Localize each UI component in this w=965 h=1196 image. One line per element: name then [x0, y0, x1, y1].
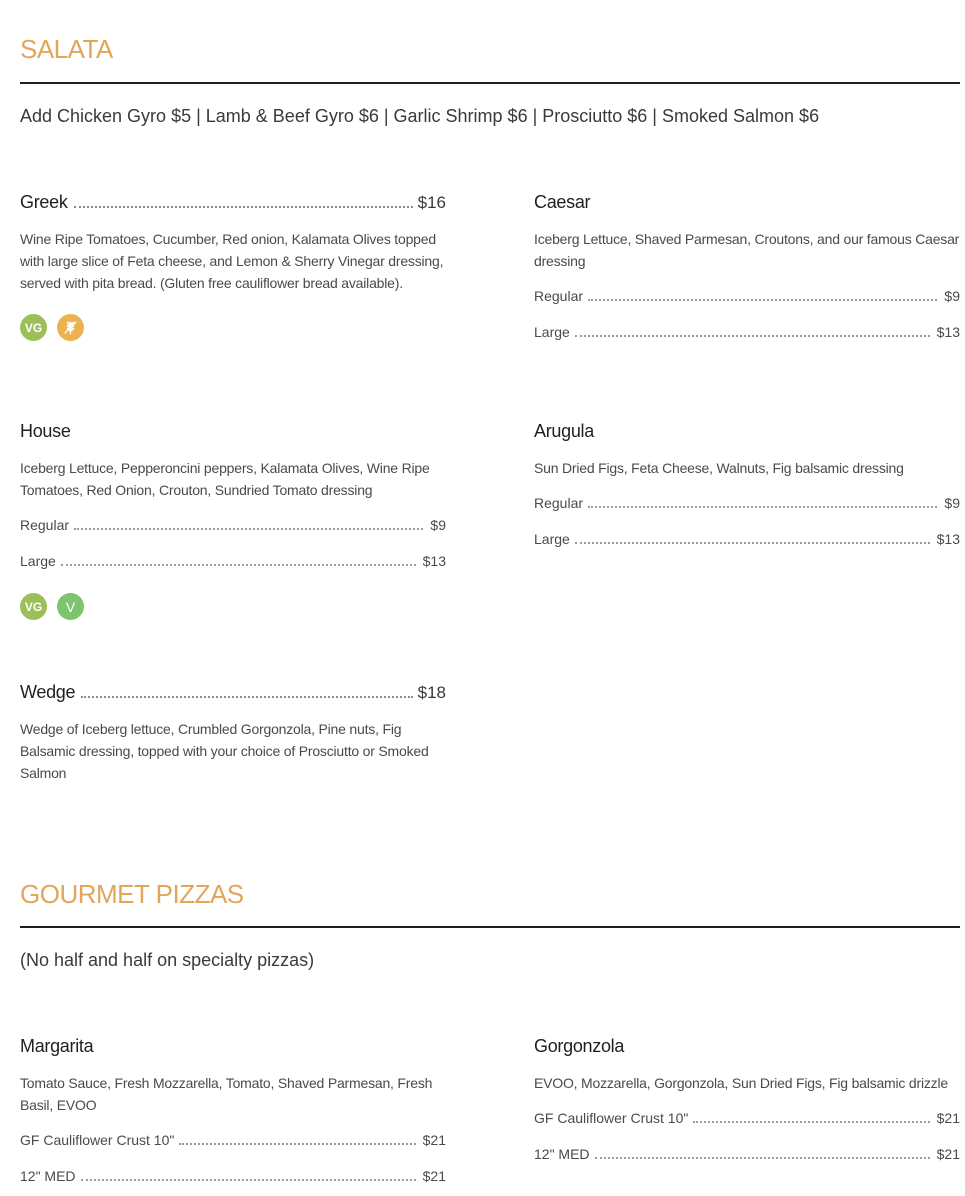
menu-item-gorgonzola [534, 1036, 960, 1166]
menu-item-arugula [534, 421, 960, 551]
size-option-gf-cauliflower [534, 1110, 960, 1130]
dot-leader [179, 1143, 415, 1145]
dot-leader [81, 1179, 416, 1181]
dot-leader [575, 542, 930, 544]
vegetarian-badge: VG [20, 314, 47, 341]
section-title-salata: SALATA [20, 34, 113, 64]
size-option-large [20, 553, 446, 573]
item-price: $18 [417, 683, 446, 702]
item-name: Gorgonzola [534, 1036, 625, 1056]
item-description: Wine Ripe Tomatoes, Cucumber, Red onion, Kalamata Olives topped with large slice of Feta cheese, and Lemon & Sherry Vinegar dressing, served with pita bread. (Gluten free cauliflower bread available). [20, 231, 444, 291]
dot-leader [595, 1157, 930, 1159]
option-label: Regular [534, 495, 584, 511]
dot-leader [61, 564, 416, 566]
item-name: Greek [20, 192, 68, 212]
option-label: Regular [534, 288, 584, 304]
option-label: Large [534, 324, 570, 340]
item-description: Tomato Sauce, Fresh Mozzarella, Tomato, Shaved Parmesan, Fresh Basil, EVOO [20, 1075, 433, 1113]
item-name: Margarita [20, 1036, 94, 1056]
option-label: Large [534, 531, 570, 547]
dot-leader [588, 299, 937, 301]
section-divider [20, 926, 960, 928]
item-name: House [20, 421, 71, 441]
item-description: Wedge of Iceberg lettuce, Crumbled Gorgonzola, Pine nuts, Fig Balsamic dressing, topped with your choice of Prosciutto or Smoked Salmon [20, 721, 429, 781]
item-name: Caesar [534, 192, 591, 212]
size-option-gf-cauliflower [20, 1132, 446, 1152]
item-name: Wedge [20, 682, 76, 702]
section-divider [20, 82, 960, 84]
size-option-large [534, 531, 960, 551]
size-option-regular [534, 288, 960, 308]
dot-leader [74, 528, 423, 530]
option-label: GF Cauliflower Crust 10" [534, 1110, 689, 1126]
size-option-large [534, 324, 960, 344]
dot-leader [81, 696, 412, 698]
menu-item-wedge [20, 682, 446, 784]
item-description: EVOO, Mozzarella, Gorgonzola, Sun Dried Figs, Fig balsamic drizzle [534, 1075, 948, 1091]
vegan-badge: V [57, 593, 84, 620]
option-price: $13 [936, 324, 960, 340]
vegetarian-badge: VG [20, 593, 47, 620]
option-label: Regular [20, 517, 70, 533]
pizza-note: (No half and half on specialty pizzas) [20, 950, 315, 970]
option-price: $9 [944, 495, 960, 511]
option-price: $13 [936, 531, 960, 547]
dot-leader [575, 335, 930, 337]
option-label: GF Cauliflower Crust 10" [20, 1132, 175, 1148]
section-title-gourmet-pizzas: GOURMET PIZZAS [20, 879, 244, 909]
item-description: Iceberg Lettuce, Pepperoncini peppers, Kalamata Olives, Wine Ripe Tomatoes, Red Onion, Crouton, Sundried Tomato dressing [20, 460, 430, 498]
item-description: Sun Dried Figs, Feta Cheese, Walnuts, Fig balsamic dressing [534, 460, 904, 476]
option-price: $21 [422, 1132, 446, 1148]
menu-item-greek [20, 192, 446, 341]
size-option-12-med [20, 1168, 446, 1188]
option-label: 12" MED [534, 1146, 590, 1162]
option-price: $21 [936, 1146, 960, 1162]
option-label: Large [20, 553, 56, 569]
option-label: 12" MED [20, 1168, 76, 1184]
size-option-12-med [534, 1146, 960, 1166]
option-price: $9 [430, 517, 446, 533]
size-option-regular [534, 495, 960, 515]
dot-leader [693, 1121, 929, 1123]
dot-leader [74, 206, 413, 208]
item-price: $16 [417, 193, 446, 212]
dot-leader [588, 506, 937, 508]
size-option-regular [20, 517, 446, 537]
option-price: $21 [936, 1110, 960, 1126]
item-name: Arugula [534, 421, 594, 441]
option-price: $9 [944, 288, 960, 304]
menu-item-caesar [534, 192, 960, 344]
addons-note: Add Chicken Gyro $5 | Lamb & Beef Gyro $6 | Garlic Shrimp $6 | Prosciutto $6 | Smoked Salmon $6 [20, 106, 820, 126]
menu-item-house [20, 421, 446, 620]
menu-item-margarita [20, 1036, 446, 1188]
item-description: Iceberg Lettuce, Shaved Parmesan, Croutons, and our famous Caesar dressing [534, 231, 960, 269]
gluten-free-icon [57, 314, 84, 341]
option-price: $13 [422, 553, 446, 569]
option-price: $21 [422, 1168, 446, 1184]
